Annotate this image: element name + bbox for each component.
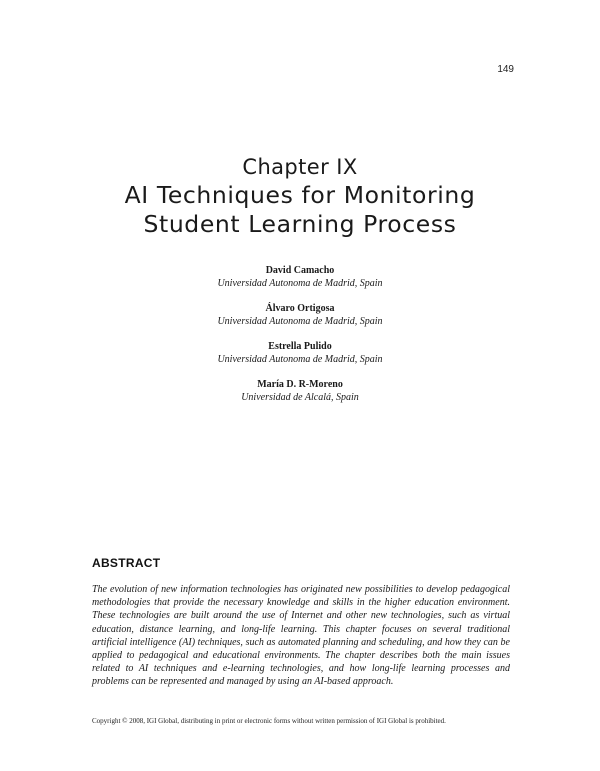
author-block [0,379,600,417]
author-block [0,341,600,379]
chapter-title-line-2: Student Learning Process [143,210,457,238]
chapter-title [0,181,600,239]
author-list [0,265,600,417]
author-name: Álvaro Ortigosa [265,303,335,314]
author-affiliation: Universidad Autonoma de Madrid, Spain [217,354,383,365]
page-number: 149 [497,64,514,75]
copyright-notice: Copyright © 2008, IGI Global, distributing in print or electronic forms without written permission of IGI Global is prohibited. [92,717,446,725]
author-name: David Camacho [265,265,335,276]
chapter-title-line-1: AI Techniques for Monitoring [124,181,476,209]
abstract-body: The evolution of new information technologies has originated new possibilities to develop pedagogical methodologies that provide the necessary knowledge and skills in the higher education environment. These technologies are built around the use of Internet and other new technologies, such as virtual education, distance learning, and long-life learning. This chapter focuses on several traditional artificial intelligence (AI) techniques, such as automated planning and scheduling, and how they can be applied to pedagogical and educational environments. The chapter describes both the main issues related to AI techniques and e-learning technologies, and how long-life learning processes and problems can be represented and managed by using an AI-based approach. [92,584,510,688]
author-affiliation: Universidad de Alcalá, Spain [241,392,359,403]
abstract-heading: ABSTRACT [92,556,161,570]
author-name: María D. R-Moreno [257,379,343,390]
author-affiliation: Universidad Autonoma de Madrid, Spain [217,278,383,289]
author-block [0,303,600,341]
author-block [0,265,600,303]
author-affiliation: Universidad Autonoma de Madrid, Spain [217,316,383,327]
author-name: Estrella Pulido [268,341,332,352]
chapter-label: Chapter IX [242,155,358,179]
